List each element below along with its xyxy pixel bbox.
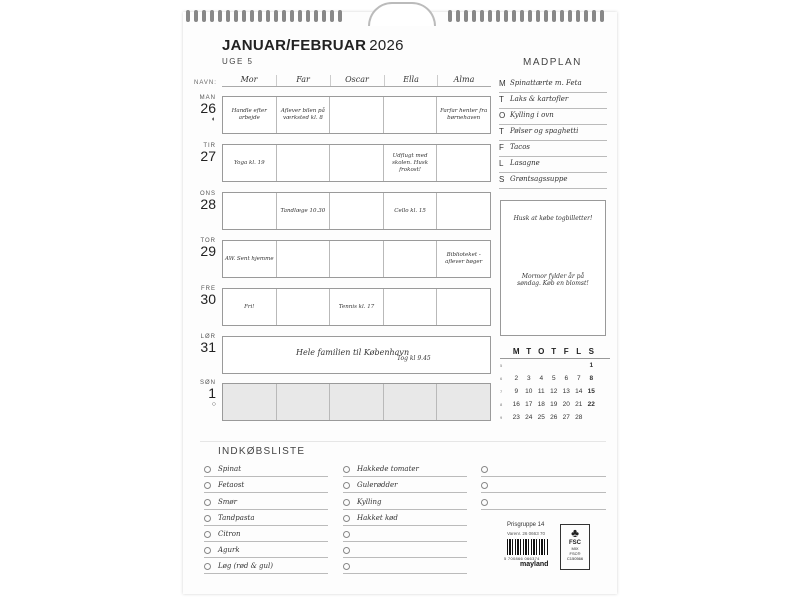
entry-cell[interactable]: Tennis kl. 17 bbox=[330, 289, 384, 325]
entry-cell[interactable]: Udflugt med skolen. Husk frokost! bbox=[384, 145, 438, 181]
entry-cell[interactable]: Aflever bilen på værksted kl. 8 bbox=[277, 97, 331, 133]
checkbox-icon[interactable] bbox=[343, 531, 350, 538]
meal-row[interactable] bbox=[499, 125, 607, 141]
shopping-item[interactable]: Fetaost bbox=[204, 479, 328, 493]
note-birthday: Mormor fylder år på søndag. Køb en blomst! bbox=[517, 273, 589, 287]
meal-text: Kylling i ovn bbox=[510, 111, 554, 119]
meal-row[interactable] bbox=[499, 173, 607, 189]
day-label-thu bbox=[196, 238, 216, 259]
meal-text: Lasagne bbox=[510, 159, 540, 167]
spiral-binding-left bbox=[186, 10, 342, 24]
meal-row[interactable] bbox=[499, 77, 607, 93]
entry-cell[interactable] bbox=[437, 145, 490, 181]
day-row-thu bbox=[222, 240, 491, 278]
entry-cell[interactable] bbox=[437, 289, 490, 325]
day-date: 27 bbox=[200, 148, 216, 164]
checkbox-icon[interactable] bbox=[481, 466, 488, 473]
day-name: SØN bbox=[199, 380, 216, 386]
shopping-item[interactable]: Citron bbox=[204, 528, 328, 542]
shopping-item[interactable]: Gulerødder bbox=[343, 479, 467, 493]
meal-text: Grøntsagssuppe bbox=[510, 175, 568, 183]
mini-calendar-week: 7 9 10 11 12 13 14 15 bbox=[500, 388, 595, 395]
barcode-icon bbox=[507, 539, 549, 555]
meal-row[interactable] bbox=[499, 141, 607, 157]
entry-cell[interactable]: Cello kl. 15 bbox=[384, 193, 438, 229]
column-header-alma: Alma bbox=[453, 75, 475, 84]
mini-calendar-february bbox=[500, 347, 610, 424]
shopping-item[interactable] bbox=[343, 560, 467, 574]
day-name: ONS bbox=[199, 191, 216, 197]
title-year: 2026 bbox=[369, 37, 404, 54]
shopping-item[interactable]: Kylling bbox=[343, 496, 467, 510]
day-date: 29 bbox=[200, 243, 216, 259]
day-date: 31 bbox=[200, 339, 216, 355]
entry-cell[interactable] bbox=[277, 384, 331, 420]
entry-cell[interactable] bbox=[330, 241, 384, 277]
meal-day: M bbox=[499, 79, 506, 88]
shopping-item[interactable] bbox=[481, 496, 606, 510]
notes-box[interactable] bbox=[500, 200, 606, 336]
entry-cell[interactable]: AW. Sent hjemme bbox=[223, 241, 277, 277]
shopping-item[interactable]: Hakket kød bbox=[343, 512, 467, 526]
ean-number: 5 700866 066374 bbox=[504, 556, 540, 561]
shopping-item[interactable]: Agurk bbox=[204, 544, 328, 558]
checkbox-icon[interactable] bbox=[481, 499, 488, 506]
price-group: Prisgruppe 14 bbox=[507, 522, 545, 528]
shopping-item[interactable]: Smør bbox=[204, 496, 328, 510]
entry-cell[interactable] bbox=[384, 289, 438, 325]
mini-calendar-header: M T O T F L S bbox=[512, 347, 594, 356]
entry-cell[interactable] bbox=[437, 384, 490, 420]
divider bbox=[330, 75, 331, 86]
column-header-oscar: Oscar bbox=[345, 75, 369, 84]
fsc-logo: ♣ FSC MIX FSC® C150566 bbox=[560, 524, 590, 570]
meal-day: T bbox=[499, 127, 504, 136]
checkbox-icon[interactable] bbox=[204, 482, 211, 489]
column-header-mor: Mor bbox=[240, 75, 258, 84]
entry-cell[interactable] bbox=[223, 193, 277, 229]
shopping-item[interactable] bbox=[343, 528, 467, 542]
shopping-item[interactable]: Spinat bbox=[204, 463, 328, 477]
entry-cell[interactable] bbox=[330, 97, 384, 133]
brand-logo: mayland bbox=[520, 561, 549, 568]
day-date: 28 bbox=[200, 196, 216, 212]
checkbox-icon[interactable] bbox=[343, 547, 350, 554]
entry-cell[interactable] bbox=[437, 193, 490, 229]
entry-cell[interactable] bbox=[384, 241, 438, 277]
entry-cell[interactable] bbox=[277, 145, 331, 181]
title-months: JANUAR/FEBRUAR bbox=[222, 37, 367, 54]
entry-cell[interactable]: Farfar henter fra børnehaven bbox=[440, 108, 488, 121]
tree-icon: ♣ bbox=[571, 526, 579, 540]
divider bbox=[276, 75, 277, 86]
shopping-item[interactable]: Tandpasta bbox=[204, 512, 328, 526]
family-trip-note: Hele familien til København bbox=[296, 348, 410, 357]
shopping-list-title: INDKØBSLISTE bbox=[218, 446, 306, 457]
mini-calendar-week: 9 23 24 25 26 27 28 bbox=[500, 414, 583, 421]
checkbox-icon[interactable] bbox=[481, 482, 488, 489]
meal-row[interactable] bbox=[499, 93, 607, 109]
meal-row[interactable] bbox=[499, 157, 607, 173]
meal-day: F bbox=[499, 143, 504, 152]
checkbox-icon[interactable] bbox=[343, 482, 350, 489]
day-date: 26 bbox=[200, 100, 216, 116]
meal-day: S bbox=[499, 175, 505, 184]
day-row-tue bbox=[222, 144, 491, 182]
checkbox-icon[interactable] bbox=[204, 531, 211, 538]
mini-calendar-week: 8 16 17 18 19 20 21 22 bbox=[500, 401, 595, 408]
meal-text: Tacos bbox=[510, 143, 531, 151]
entry-cell[interactable]: Fri! bbox=[223, 289, 277, 325]
meal-day: L bbox=[499, 159, 504, 168]
entry-cell[interactable] bbox=[384, 384, 438, 420]
moon-phase-icon: ◐ bbox=[211, 116, 216, 123]
entry-cell[interactable] bbox=[384, 97, 438, 133]
day-name: FRE bbox=[201, 286, 216, 292]
spiral-binding-right bbox=[448, 10, 604, 24]
checkbox-icon[interactable] bbox=[204, 547, 211, 554]
meal-text: Spinattærte m. Feta bbox=[510, 79, 582, 87]
column-header-far: Far bbox=[296, 75, 310, 84]
day-label-sun bbox=[196, 380, 216, 408]
day-date: 30 bbox=[200, 291, 216, 307]
entry-cell[interactable] bbox=[277, 289, 331, 325]
day-row-mon bbox=[222, 96, 491, 134]
day-name: TIR bbox=[203, 143, 216, 149]
meal-day: T bbox=[499, 95, 504, 104]
entry-cell[interactable] bbox=[223, 384, 277, 420]
meal-row[interactable] bbox=[499, 109, 607, 125]
item-number: Varenr. 26 0663 70 bbox=[507, 531, 545, 536]
entry-cell[interactable]: Handle efter arbejde bbox=[223, 97, 277, 133]
train-time-note: Tog kl 9.45 bbox=[397, 355, 431, 362]
day-date: 1 bbox=[208, 385, 216, 401]
divider bbox=[437, 75, 438, 86]
entry-cell[interactable]: Tandlæge 10.30 bbox=[277, 193, 331, 229]
checkbox-icon[interactable] bbox=[343, 563, 350, 570]
day-label-sat bbox=[196, 334, 216, 355]
entry-cell[interactable] bbox=[330, 145, 384, 181]
day-label-tue bbox=[196, 143, 216, 164]
shopping-item[interactable] bbox=[481, 479, 606, 493]
column-header-ella: Ella bbox=[403, 75, 419, 84]
checkbox-icon[interactable] bbox=[343, 466, 350, 473]
meal-day: O bbox=[499, 111, 506, 120]
checkbox-icon[interactable] bbox=[204, 515, 211, 522]
entry-cell[interactable] bbox=[330, 193, 384, 229]
day-label-mon bbox=[196, 95, 216, 123]
entry-cell[interactable] bbox=[330, 384, 384, 420]
day-row-sun bbox=[222, 383, 491, 421]
checkbox-icon[interactable] bbox=[343, 499, 350, 506]
shopping-item[interactable]: Hakkede tomater bbox=[343, 463, 467, 477]
day-name: MAN bbox=[199, 95, 216, 101]
note-train-tickets: Husk at købe togbilletter! bbox=[513, 215, 593, 222]
entry-cell[interactable] bbox=[277, 241, 331, 277]
meal-text: Pølser og spaghetti bbox=[510, 127, 579, 135]
day-row-wed bbox=[222, 192, 491, 230]
divider bbox=[384, 75, 385, 86]
meal-plan-title: MADPLAN bbox=[523, 57, 582, 68]
mini-calendar-week: 5 1 bbox=[500, 362, 594, 369]
day-label-wed bbox=[196, 191, 216, 212]
hanger-hook bbox=[368, 2, 436, 26]
divider bbox=[200, 441, 606, 442]
names-label: NAVN: bbox=[194, 80, 217, 86]
shopping-item[interactable]: Løg (rød & gul) bbox=[204, 560, 328, 574]
moon-phase-icon: ○ bbox=[211, 401, 216, 408]
shopping-item[interactable] bbox=[481, 463, 606, 477]
page-title bbox=[222, 37, 404, 54]
day-name: LØR bbox=[200, 334, 216, 340]
day-label-fri bbox=[196, 286, 216, 307]
shopping-item[interactable] bbox=[343, 544, 467, 558]
day-row-fri bbox=[222, 288, 491, 326]
week-number: UGE 5 bbox=[222, 57, 254, 66]
entry-cell[interactable]: Yoga kl. 19 bbox=[223, 145, 277, 181]
checkbox-icon[interactable] bbox=[204, 499, 211, 506]
day-name: TOR bbox=[200, 238, 216, 244]
header-rule bbox=[222, 86, 491, 87]
checkbox-icon[interactable] bbox=[343, 515, 350, 522]
meal-text: Laks & kartofler bbox=[510, 95, 569, 103]
entry-cell[interactable]: Biblioteket - aflever bøger bbox=[445, 252, 483, 265]
checkbox-icon[interactable] bbox=[204, 466, 211, 473]
mini-calendar-week: 6 2 3 4 5 6 7 8 bbox=[500, 375, 594, 382]
checkbox-icon[interactable] bbox=[204, 563, 211, 570]
